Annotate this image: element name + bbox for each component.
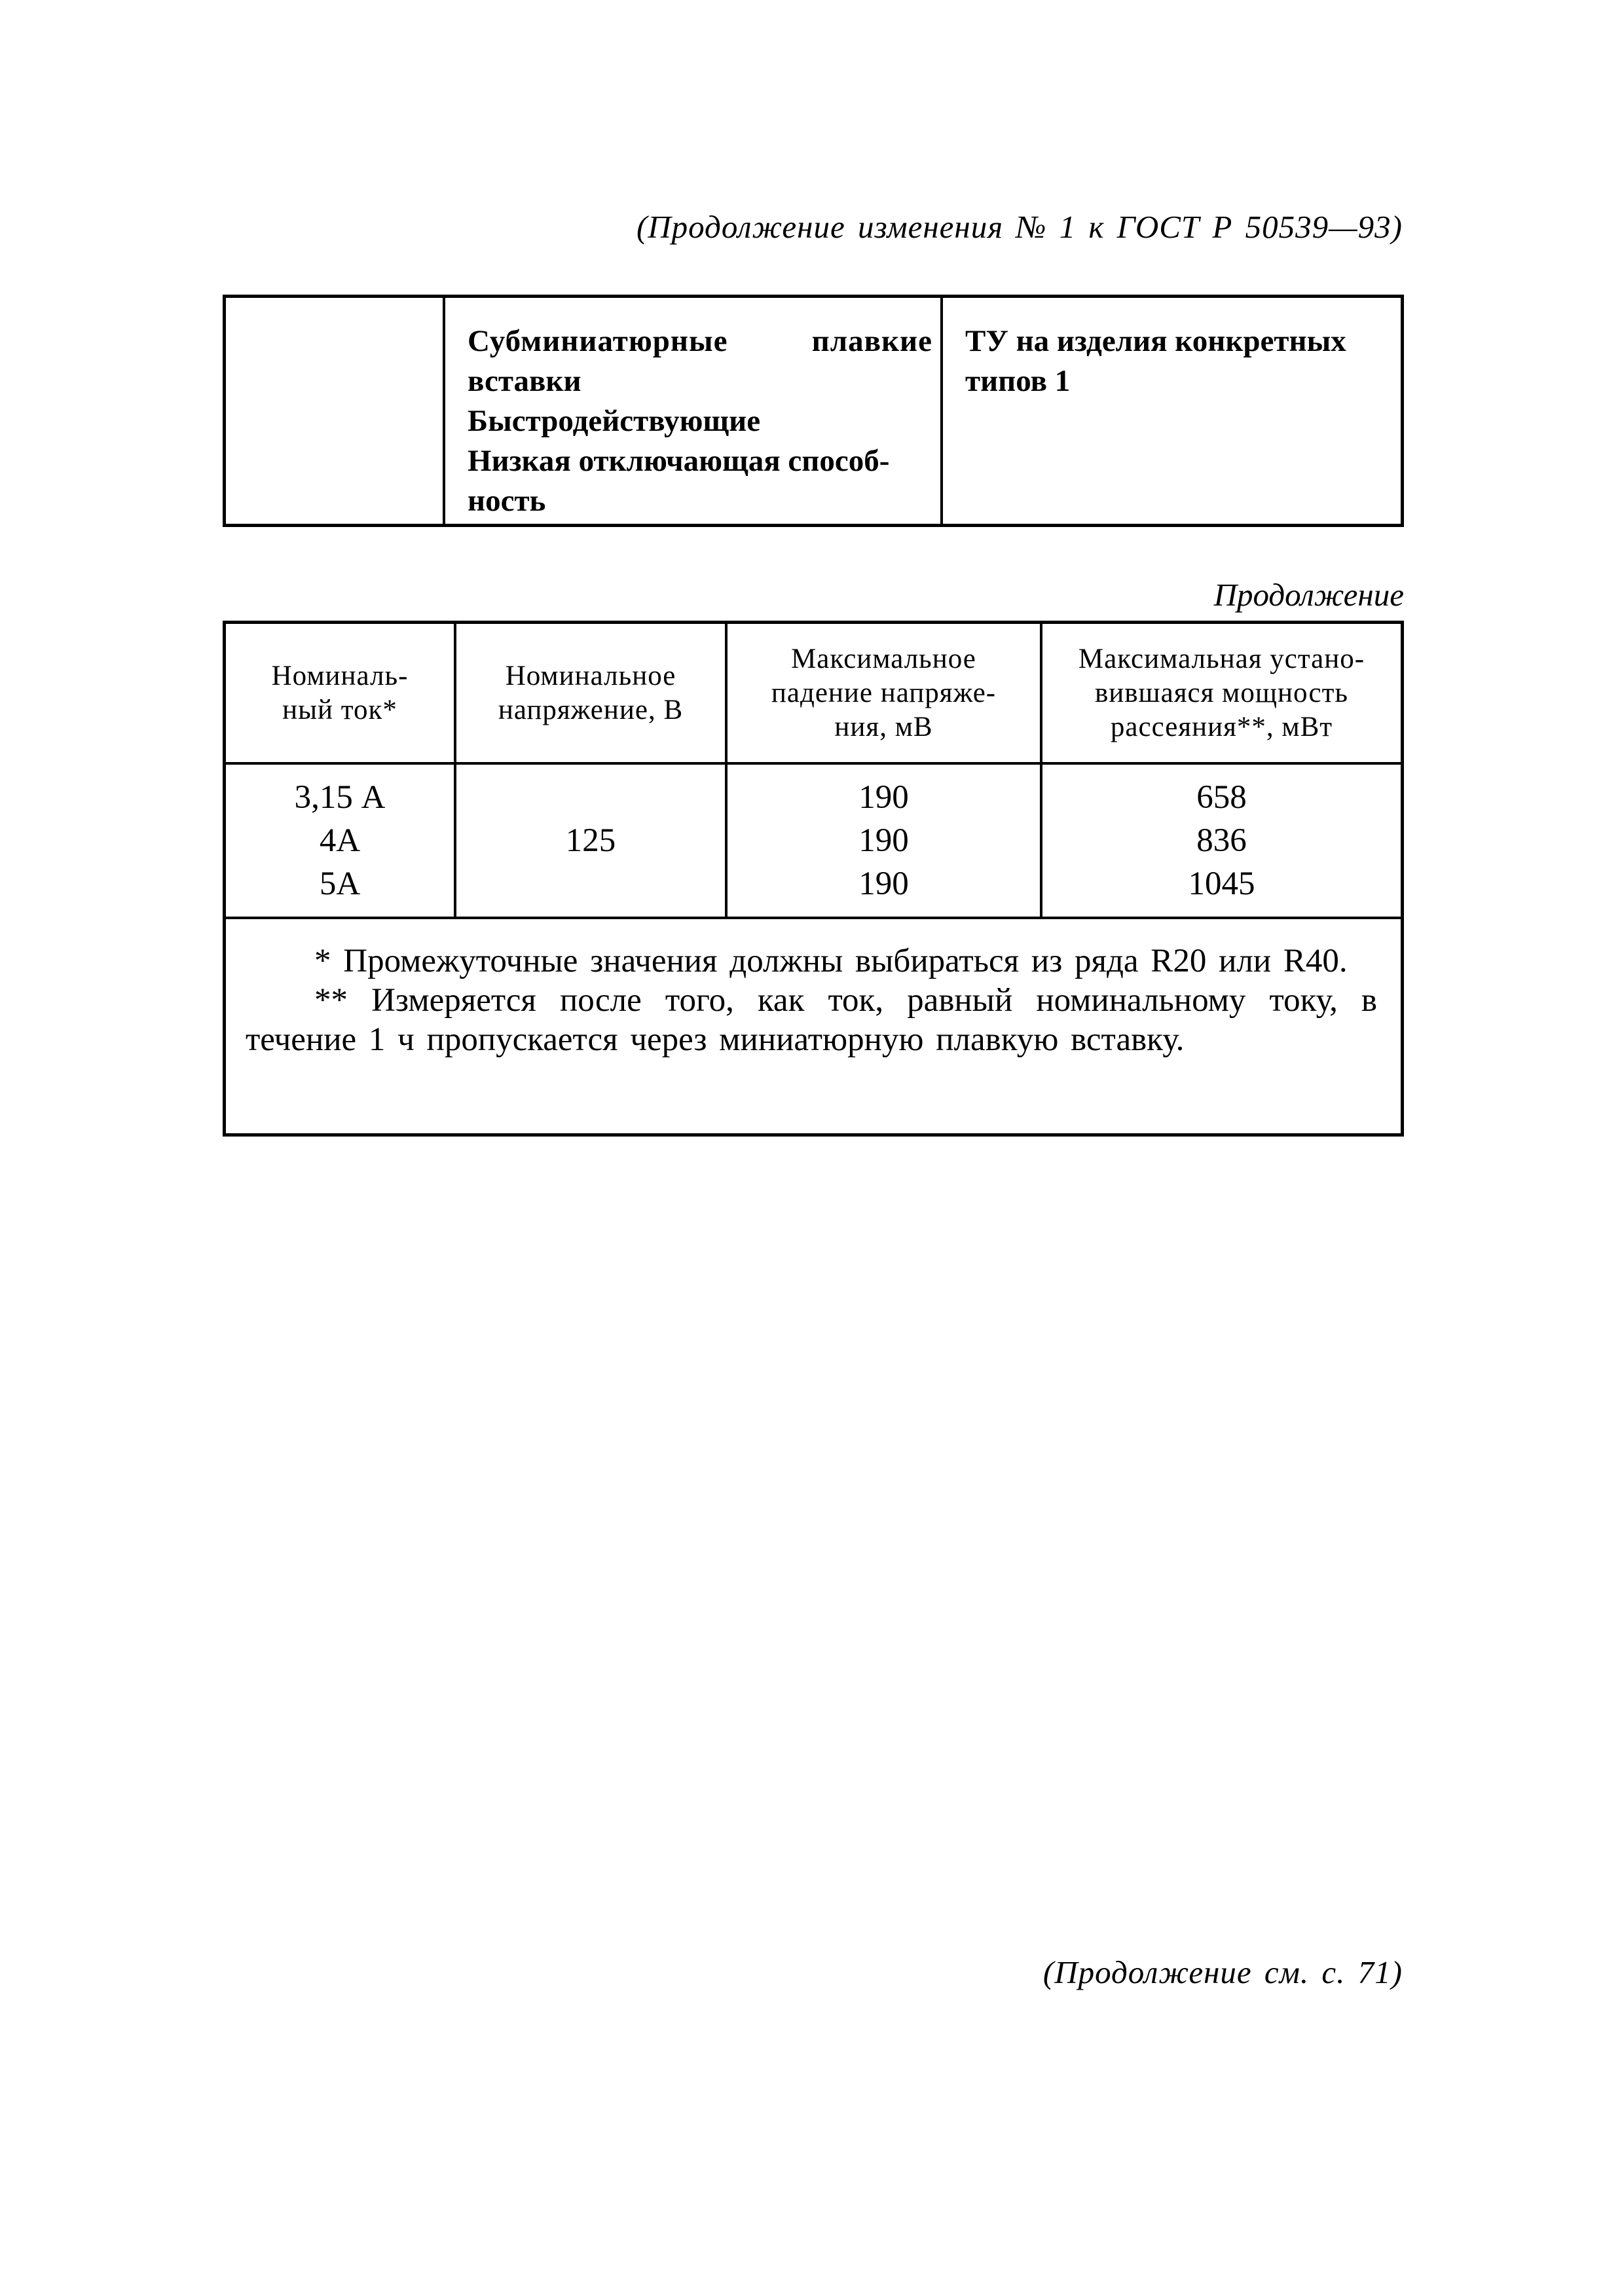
rated-current-cell	[226, 765, 456, 917]
description-line: Субминиатюрные плавкие	[468, 324, 932, 358]
table-footnotes	[226, 919, 1401, 1059]
fuse-type-table	[223, 295, 1404, 527]
page-header-reference: (Продолжение изменения № 1 к ГОСТ Р 50539—93)	[636, 209, 1403, 245]
rated-voltage-cell	[456, 765, 728, 917]
voltage-drop-value: 190	[858, 779, 909, 816]
footnote: * Промежуточные значения должны выбираться из ряда R20 или R40.	[314, 943, 1348, 979]
header-rated-voltage: Номинальное напряжение, В	[456, 624, 728, 762]
voltage-drop-cell	[728, 765, 1042, 917]
header-rated-current: Номиналь- ный ток*	[226, 624, 456, 762]
voltage-value: 125	[565, 822, 616, 859]
empty-cell	[226, 298, 445, 524]
power-value: 658	[1196, 779, 1247, 816]
table-header-row	[226, 624, 1401, 765]
continuation-label: Продолжение	[1213, 577, 1404, 613]
voltage-drop-value: 190	[858, 866, 909, 902]
specification-cell	[943, 298, 1401, 524]
page-footer-reference: (Продолжение см. с. 71)	[1042, 1954, 1403, 1990]
fuse-ratings-table	[223, 621, 1404, 1137]
current-value: 5А	[319, 866, 361, 902]
header-voltage-drop: Максимальное падение напряже- ния, мВ	[728, 624, 1042, 762]
power-dissipation-cell	[1042, 765, 1401, 917]
voltage-drop-value: 190	[858, 822, 909, 859]
description-line: вставки	[468, 364, 581, 398]
power-value: 836	[1196, 822, 1247, 859]
description-line: Быстродействующие	[468, 404, 761, 438]
table-data-row	[226, 765, 1401, 919]
description-line: ность	[468, 484, 546, 518]
footnote: ** Измеряется после того, как ток, равный номинальному току, в течение 1 ч пропускается через миниатюрную плавкую вставку.	[246, 982, 1377, 1058]
specification-line: типов 1	[965, 364, 1071, 398]
fuse-description-cell	[445, 298, 943, 524]
current-value: 4А	[319, 822, 361, 859]
description-line: Низкая отключающая способ-	[468, 444, 890, 478]
current-value: 3,15 А	[294, 779, 386, 816]
power-value: 1045	[1188, 866, 1255, 902]
header-power-dissipation: Максимальная устано- вившаяся мощность рассеяния**, мВт	[1078, 643, 1365, 742]
specification-line: ТУ на изделия конкретных	[965, 324, 1346, 358]
